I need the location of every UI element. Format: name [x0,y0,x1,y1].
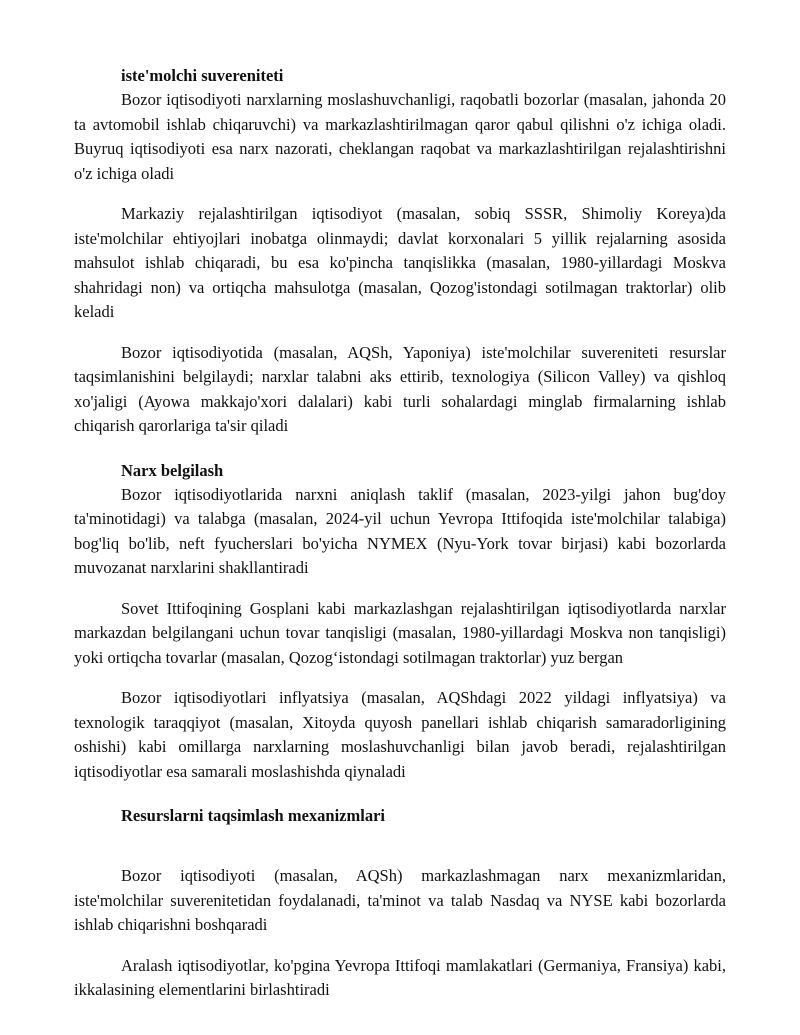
paragraph: Markaziy rejalashtirilgan iqtisodiyot (masalan, sobiq SSSR, Shimoliy Koreya)da iste'molchilar ehtiyojlari inobatga olinmaydi; davlat korxonalari 5 yillik rejalarning asosida mahsulot ishlab chiqaradi, bu esa ko'pincha tanqislikka (masalan, 1980-yillardagi Moskva shahridagi non) va ortiqcha mahsulotga (masalan, Qozog'istondagi sotilmagan traktorlar) olib keladi [74,204,726,321]
paragraph: Bozor iqtisodiyotida (masalan, AQSh, Yaponiya) iste'molchilar suvereniteti resurslar taqsimlanishini belgilaydi; narxlar talabni aks ettirib, texnologiya (Silicon Valley) va qishloq xo'jaligi (Ayowa makkajo'xori dalalari) kabi turli sohalardagi minglab firmalarning ishlab chiqarish qarorlariga ta'sir qiladi [74,342,726,435]
section-heading-resource-allocation: Resurslarni taqsimlash mexanizmlari [121,806,385,825]
paragraph: Bozor iqtisodiyotlari inflyatsiya (masalan, AQShdagi 2022 yildagi inflyatsiya) va texnologik taraqqiyot (masalan, Xitoyda quyosh panellari ishlab chiqarish samaradorligining oshishi) kabi omillarga narxlarning moslashuvchanligi bilan javob beradi, rejalashtirilgan iqtisodiyotlar esa samarali moslashishda qiynaladi [74,688,726,781]
paragraph: Bozor iqtisodiyoti narxlarning moslashuvchanligi, raqobatli bozorlar (masalan, jahonda 20 ta avtomobil ishlab chiqaruvchi) va markazlashtirilmagan qaror qabul qilishni o'z ichiga oladi. Buyruq iqtisodiyoti esa narx nazorati, cheklangan raqobat va markazlashtirilgan rejalashtirishni o'z ichiga oladi [74,90,726,183]
section-heading-pricing: Narx belgilash [121,460,224,480]
paragraph: Aralash iqtisodiyotlar, ko'pgina Yevropa Ittifoqi mamlakatlari (Germaniya, Fransiya) kabi, ikkalasining elementlarini birlashtiradi [74,955,726,999]
paragraph: Bozor iqtisodiyotlarida narxni aniqlash taklif (masalan, 2023-yilgi jahon bug'doy ta'minotidagi) va talabga (masalan, 2024-yil uchun Yevropa Ittifoqida iste'molchilar talabiga) bog'liq bo'lib, neft fyucherslari bo'yicha NYMEX (Nyu-York tovar birjasi) kabi bozorlarda muvozanat narxlarini shakllantiradi [74,484,726,577]
paragraph: Bozor iqtisodiyoti (masalan, AQSh) markazlashmagan narx mexanizmlaridan, iste'molchilar suverenitetidan foydalanadi, ta'minot va talab Nasdaq va NYSE kabi bozorlarda ishlab chiqarishni boshqaradi [74,866,726,934]
section-heading-consumer-sovereignty: iste'molchi suvereniteti [121,66,284,85]
paragraph: Sovet Ittifoqining Gosplani kabi markazlashgan rejalashtirilgan iqtisodiyotlarda narxlar markazdan belgilangani uchun tovar tanqisligi (masalan, 1980-yillardagi Moskva non tanqisligi) yoki ortiqcha tovarlar (masalan, Qozog‘istondagi sotilmagan traktorlar) yuz bergan [74,598,726,667]
